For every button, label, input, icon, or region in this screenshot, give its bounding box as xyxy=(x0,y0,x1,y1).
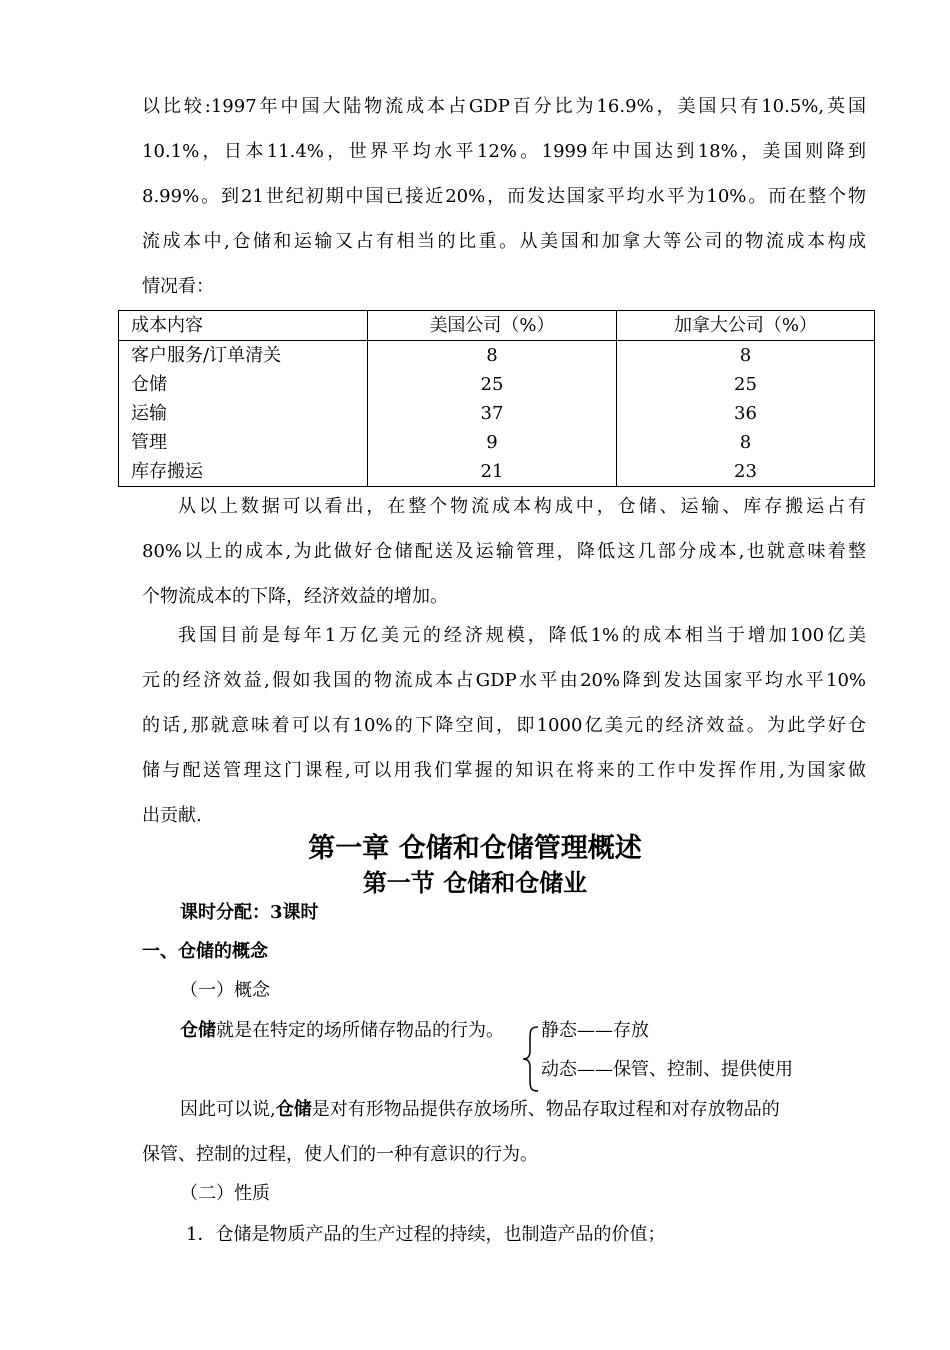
table-cell: 36 xyxy=(734,403,757,424)
table-row xyxy=(119,341,875,371)
table-row xyxy=(119,370,875,399)
text-line: 以比较:1997年中国大陆物流成本占GDP百分比为16.9%，美国只有10.5%,英国 xyxy=(142,96,866,117)
subheading-nature: （二）性质 xyxy=(180,1183,270,1204)
table-row xyxy=(119,399,875,428)
conclusion-line-1 xyxy=(180,1097,866,1123)
text-line: 10.1%，日本11.4%，世界平均水平12%。1999年中国达到18%，美国则降到 xyxy=(142,141,866,162)
text-line: 储与配送管理这门课程,可以用我们掌握的知识在将来的工作中发挥作用,为国家做 xyxy=(142,760,866,781)
dynamic-meaning: 动态——保管、控制、提供使用 xyxy=(541,1059,793,1080)
subheading-concept: （一）概念 xyxy=(180,980,270,1001)
text-line: 个物流成本的下降，经济效益的增加。 xyxy=(142,586,448,607)
text-line: 元的经济效益,假如我国的物流成本占GDP水平由20%降到发达国家平均水平10% xyxy=(142,670,866,691)
text-line: 的话,那就意味着可以有10%的下降空间，即1000亿美元的经济效益。为此学好仓 xyxy=(142,715,866,736)
text-line: 我国目前是每年1万亿美元的经济规模，降低1%的成本相当于增加100亿美 xyxy=(178,625,866,646)
text-line: 80%以上的成本,为此做好仓储配送及运输管理，降低这几部分成本,也就意味着整 xyxy=(142,541,866,562)
conclusion-line-2: 保管、控制的过程，使人们的一种有意识的行为。 xyxy=(142,1144,538,1165)
chapter-title: 第一章 仓储和仓储管理概述 xyxy=(308,833,642,864)
table-cell: 库存搬运 xyxy=(119,457,368,487)
table-cell: 8 xyxy=(739,432,752,453)
hours-allocation: 课时分配：3课时 xyxy=(180,902,319,923)
section-title: 第一节 仓储和仓储业 xyxy=(362,868,588,897)
table-cell: 25 xyxy=(734,374,757,395)
table-cell: 8 xyxy=(739,345,752,366)
intro-paragraph xyxy=(142,84,866,309)
definition-line xyxy=(180,1018,504,1044)
conclusion-term: 仓储 xyxy=(275,1099,312,1120)
table-header-row xyxy=(119,311,875,341)
table-cell: 23 xyxy=(734,461,757,482)
text-line: 出贡献. xyxy=(142,805,202,826)
text-line: 情况看： xyxy=(142,276,214,297)
definition-text: 就是在特定的场所储存物品的行为。 xyxy=(216,1020,504,1041)
nature-item-1: 1．仓储是物质产品的生产过程的持续，也制造产品的价值； xyxy=(186,1224,666,1245)
static-meaning: 静态——存放 xyxy=(541,1020,649,1041)
table-row xyxy=(119,428,875,457)
heading-concept: 一、仓储的概念 xyxy=(142,941,268,962)
curly-brace-icon xyxy=(520,1025,540,1093)
table-cell: 21 xyxy=(368,457,617,487)
text-line: 8.99%。到21世纪初期中国已接近20%，而发达国家平均水平为10%。而在整个物 xyxy=(142,186,866,207)
analysis-paragraph xyxy=(142,484,866,619)
conclusion-prefix: 因此可以说, xyxy=(180,1099,276,1120)
text-line: 流成本中,仓储和运输又占有相当的比重。从美国和加拿大等公司的物流成本构成 xyxy=(142,231,866,252)
definition-term: 仓储 xyxy=(180,1020,216,1041)
cost-table xyxy=(118,310,875,487)
conclusion-text: 是对有形物品提供存放场所、物品存取过程和对存放物品的 xyxy=(311,1099,780,1120)
table-cell: 8 xyxy=(368,341,617,371)
table-header-cell: 成本内容 xyxy=(119,311,368,341)
table-row xyxy=(119,457,875,487)
table-cell: 运输 xyxy=(119,399,368,428)
table-cell: 37 xyxy=(368,399,617,428)
economy-paragraph xyxy=(142,613,866,838)
table-header-cell: 加拿大公司（%） xyxy=(617,311,875,341)
table-cell: 仓储 xyxy=(119,370,368,399)
text-line: 从以上数据可以看出，在整个物流成本构成中，仓储、运输、库存搬运占有 xyxy=(178,496,866,517)
table-cell: 25 xyxy=(368,370,617,399)
table-cell: 9 xyxy=(368,428,617,457)
table-header-cell: 美国公司（%） xyxy=(368,311,617,341)
table-cell: 客户服务/订单清关 xyxy=(119,341,368,371)
table-cell: 管理 xyxy=(119,428,368,457)
